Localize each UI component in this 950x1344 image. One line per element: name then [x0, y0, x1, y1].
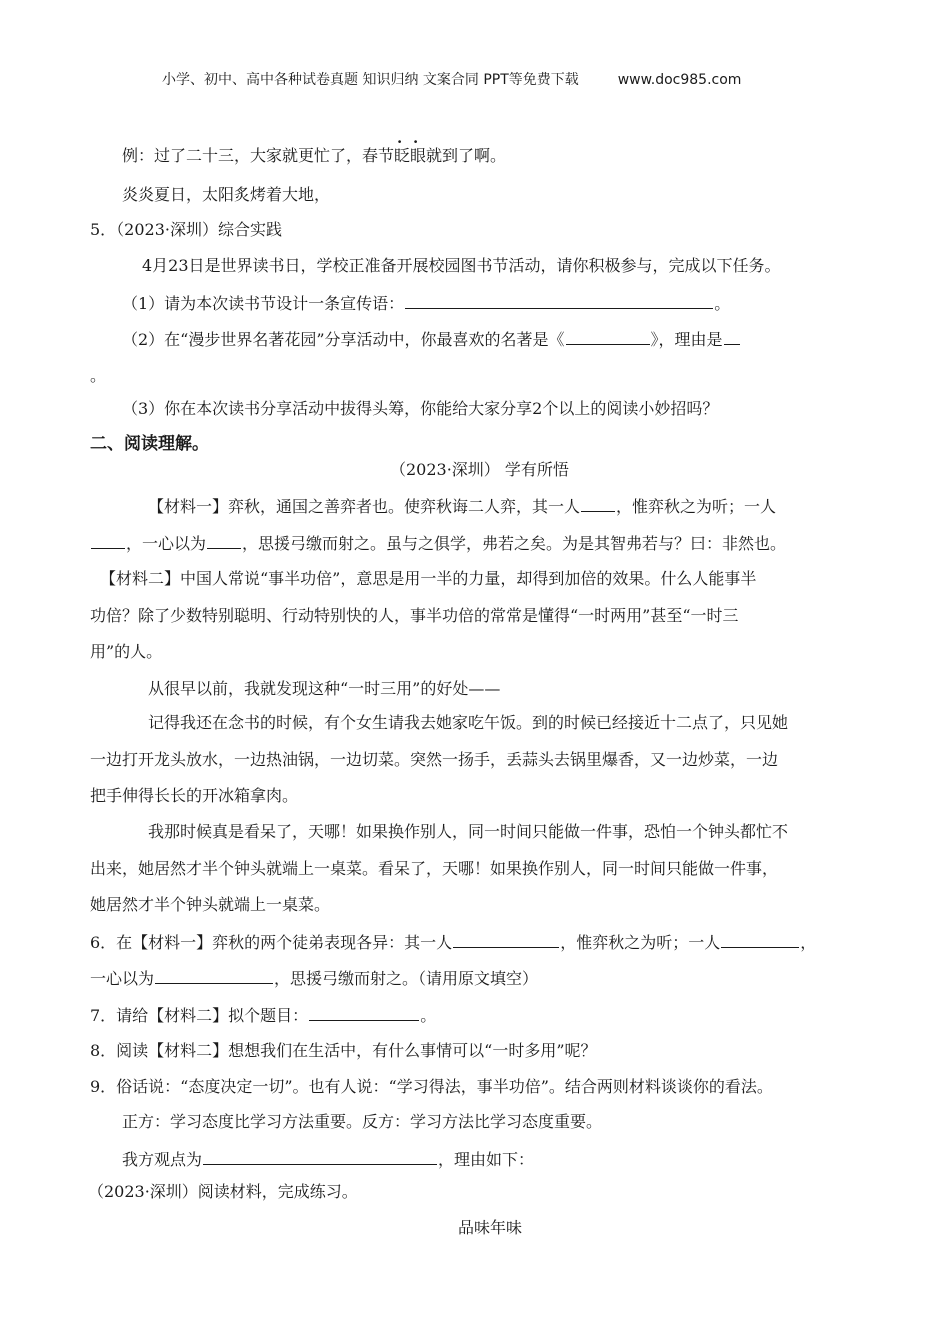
- answer-blank-slogan[interactable]: [405, 293, 713, 309]
- passage2-intro: （2023·深圳）阅读材料，完成练习。: [88, 1182, 358, 1201]
- q5-sub1: [122, 293, 730, 314]
- q7-blank-title[interactable]: [309, 1005, 419, 1021]
- header-url[interactable]: www.doc985.com: [617, 72, 742, 88]
- q6-text-d: 一心以为: [90, 969, 155, 988]
- q6-blank-1[interactable]: [453, 932, 559, 948]
- emphasis-char-2: 眼: [410, 146, 427, 165]
- q6-line1: [90, 932, 816, 953]
- passage1-title: （2023·深圳） 学有所悟: [390, 460, 569, 479]
- q8-line: 8．阅读【材料二】想想我们在生活中，有什么事情可以“一时多用”呢？: [90, 1041, 597, 1060]
- q9-line3: [122, 1149, 534, 1170]
- paragraph-3-line3: 她居然才半个钟头就端上一桌菜。: [90, 895, 331, 914]
- paragraph-3-line1: 我那时候真是看呆了，天哪！如果换作别人，同一时间只能做一件事，恐怕一个钟头都忙不: [148, 822, 789, 841]
- paragraph-2-line3: 把手伸得长长的开冰箱拿肉。: [90, 786, 299, 805]
- page-header: [162, 70, 741, 90]
- paragraph-2-line1: 记得我还在念书的时候，有个女生请我去她家吃午饭。到的时候已经接近十二点了，只见她: [148, 713, 789, 732]
- q5-title: 5．（2023·深圳）综合实践: [90, 220, 282, 239]
- q6-blank-3[interactable]: [155, 968, 273, 984]
- answer-blank-book[interactable]: [566, 329, 650, 345]
- material1-line2: [90, 533, 786, 554]
- m1-text-d: ，思援弓缴而射之。虽与之俱学，弗若之矣。为是其智弗若与？曰：非然也。: [242, 534, 787, 553]
- q9-view-label: 我方观点为: [122, 1150, 203, 1169]
- q6-line2: [90, 968, 538, 989]
- q5-sub2-text: （2）在“漫步世界名著花园”分享活动中，你最喜欢的名著是《: [122, 330, 565, 349]
- paragraph-3-line2: 出来，她居然才半个钟头就端上一桌菜。看呆了，天哪！如果换作别人，同一时间只能做一件事，: [90, 859, 779, 878]
- q9-line2: 正方：学习态度比学习方法重要。反方：学习方法比学习态度重要。: [122, 1112, 603, 1131]
- material1-line1: [148, 496, 776, 517]
- q6-text-a: 6．在【材料一】弈秋的两个徒弟表现各异：其一人: [90, 933, 453, 952]
- passage2-title: 品味年味: [458, 1218, 523, 1237]
- q9-reason-label: ，理由如下：: [438, 1150, 535, 1169]
- answer-blank-reason[interactable]: [724, 329, 740, 345]
- q5-sub1-end: 。: [714, 294, 731, 313]
- summer-line: 炎炎夏日，太阳炙烤着大地，: [122, 185, 331, 204]
- header-site-text: 小学、初中、高中各种试卷真题 知识归纳 文案合同 PPT等免费下载: [162, 72, 579, 88]
- example-line: [122, 146, 506, 166]
- q5-sub3: （3）你在本次读书分享活动中拔得头筹，你能给大家分享2个以上的阅读小妙招吗？: [122, 399, 719, 418]
- emphasis-char-1: 眨: [394, 146, 411, 165]
- section-title: 二、阅读理解。: [90, 434, 209, 454]
- q9-line1: 9．俗话说：“态度决定一切”。也有人说：“学习得法，事半功倍”。结合两则材料谈谈你的看法。: [90, 1077, 773, 1096]
- q7-end: 。: [420, 1006, 437, 1025]
- q7-line: [90, 1005, 436, 1026]
- q6-text-e: ，思援弓缴而射之。（请用原文填空）: [274, 969, 539, 988]
- q6-text-b: ，惟弈秋之为听；一人: [560, 933, 721, 952]
- q6-text-c: ，: [800, 933, 817, 952]
- material2-line3: 用”的人。: [90, 642, 163, 661]
- q6-blank-2[interactable]: [721, 932, 799, 948]
- q5-intro: 4月23日是世界读书日，学校正准备开展校园图书节活动，请你积极参与，完成以下任务。: [142, 256, 781, 275]
- q9-blank-view[interactable]: [203, 1149, 437, 1165]
- blank-m1-1[interactable]: [581, 496, 615, 512]
- m1-text-a: 【材料一】弈秋，通国之善弈者也。使弈秋诲二人弈，其一人: [148, 497, 581, 516]
- example-suffix: 就到了啊。: [426, 146, 507, 165]
- paragraph-2-line2: 一边打开龙头放水，一边热油锅，一边切菜。突然一扬手，丢蒜头去锅里爆香，又一边炒菜，一边: [90, 750, 779, 769]
- paragraph-1: 从很早以前，我就发现这种“一时三用”的好处——: [148, 679, 501, 698]
- m1-text-b: ，惟弈秋之为听；一人: [616, 497, 777, 516]
- q5-sub1-text: （1）请为本次读书节设计一条宣传语：: [122, 294, 405, 313]
- material2-line1: 【材料二】中国人常说“事半功倍”，意思是用一半的力量，却得到加倍的效果。什么人能事半: [100, 569, 757, 588]
- example-prefix: 例：过了二十三，大家就更忙了，春节: [122, 146, 395, 165]
- q5-sub2-reason: 》，理由是: [650, 330, 723, 349]
- blank-m1-3[interactable]: [207, 533, 241, 549]
- material2-line2: 功倍？除了少数特别聪明、行动特别快的人，事半功倍的常常是懂得“一时两用”甚至“一时三: [90, 606, 739, 625]
- m1-text-c: ，一心以为: [126, 534, 207, 553]
- blank-m1-2[interactable]: [91, 533, 125, 549]
- q5-sub2-end: 。: [90, 366, 107, 385]
- q5-sub2: [122, 329, 741, 350]
- q7-text: 7．请给【材料二】拟个题目：: [90, 1006, 309, 1025]
